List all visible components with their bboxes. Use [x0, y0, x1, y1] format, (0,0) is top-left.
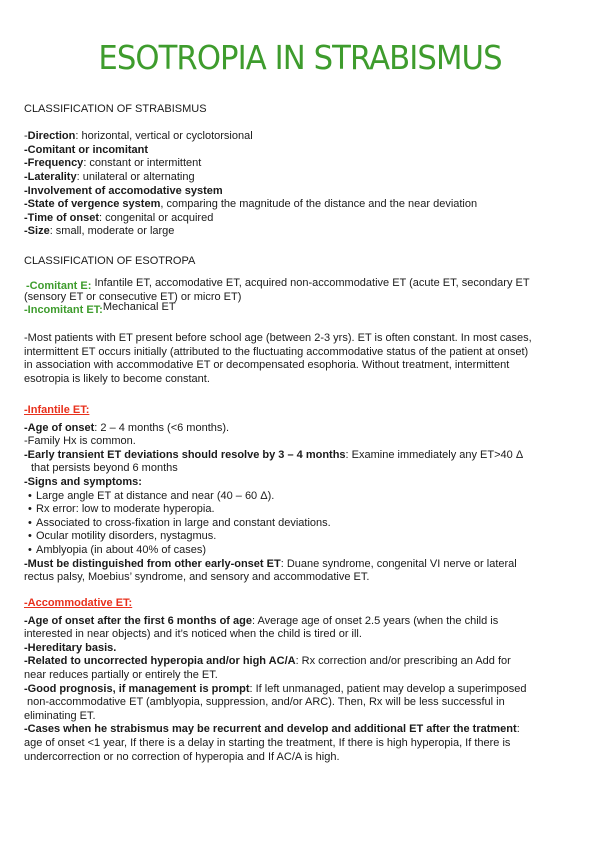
- section-heading: -Infantile ET:: [24, 404, 90, 416]
- list-item: -Direction: horizontal, vertical or cyclotorsional: [24, 130, 253, 143]
- comitant-block: -Comitant E: Infantile ET, accomodative ET, acquired non-accommodative ET (acute ET, secondary ET (sensory ET or consecutive ET) or micro ET) -Incomitant ET:Mechanical ET: [24, 277, 530, 317]
- list-item: • Ocular motility disorders, nystagmus.: [24, 530, 576, 544]
- incomitant-label: -Incomitant ET:: [24, 304, 103, 317]
- list-item: -Comitant or incomitant: [24, 143, 149, 156]
- list-item: -Laterality: unilateral or alternating: [24, 170, 195, 183]
- list-item: -Involvement of accomodative system: [24, 184, 223, 197]
- list-item: • Rx error: low to moderate hyperopia.: [24, 503, 576, 517]
- page-title: ESOTROPIA IN STRABISMUS: [98, 38, 502, 77]
- list-item: • Amblyopia (in about 40% of cases): [24, 544, 576, 558]
- esotropia-classification: [24, 255, 576, 269]
- comitant-label: -Comitant E:: [26, 280, 92, 292]
- list-item: -State of vergence system, comparing the magnitude of the distance and the near deviation: [24, 198, 478, 211]
- section-heading: -Accommodative ET:: [24, 597, 133, 609]
- list-item: -Time of onset: congenital or acquired: [24, 211, 214, 224]
- infantile-et-section: -Infantile ET: -Age of onset: 2 – 4 months (<6 months). -Family Hx is common. -Early transient ET deviations should resolve by 3 – 4 months: Examine immediately any ET>40 Δ that persists beyond 6 months -Signs and symptoms: • Large angle ET at distance and near (40 – 60 Δ). • Rx error: low to moderate hyperopia. • Associated to cross-fixation in large and constant deviations. • Ocular motility disorders, nystagmus. • Amblyopia (in about 40% of cases) -Must be distinguished from other early-onset ET: Duane syndrome, congenital VI nerve or lateral rectus palsy, Moebius’ syndrome, and sensory and accommodative ET.: [24, 404, 576, 585]
- strabismus-classification: [24, 103, 576, 239]
- esotropia-paragraph: -Most patients with ET present before school age (between 2-3 yrs). ET is often constant. In most cases, intermittent ET occurs initially (attributed to the fluctuating accommodative status of the patient at onset) in association with accommodative ET or decompensated esophoria. Without treatment, intermittent esotropia is likely to become constant.: [24, 332, 532, 385]
- list-item: • Associated to cross-fixation in large and constant deviations.: [24, 517, 576, 531]
- section-heading: CLASSIFICATION OF STRABISMUS: [24, 103, 207, 115]
- list-item: • Large angle ET at distance and near (40 – 60 Δ).: [24, 490, 576, 504]
- accommodative-et-section: -Accommodative ET: -Age of onset after the first 6 months of age: Average age of onset 2.5 years (when the child is interested in near objects) and it’s noticed when the child is tired or ill. -Hereditary basis. -Related to uncorrected hyperopia and/or high AC/A: Rx correction and/or prescribing an Add for near reduces partially or entirely the ET. -Good prognosis, if management is prompt: If left unmanaged, patient may develop a superimposed non-accommodative ET (amblyopia, suppression, and/or ARC). Then, Rx will be less successful in eliminating ET. -Cases when he strabismus may be recurrent and develop and additional ET after the tratment: age of onset <1 year, If there is a delay in starting the treatment, If there is high hyperopia, If there is undercorrection or no correction of hyperopia and If AC/A is high.: [24, 597, 576, 764]
- list-item: -Size: small, moderate or large: [24, 225, 175, 238]
- section-heading: CLASSIFICATION OF ESOTROPA: [24, 255, 196, 267]
- list-item: -Frequency: constant or intermittent: [24, 157, 202, 170]
